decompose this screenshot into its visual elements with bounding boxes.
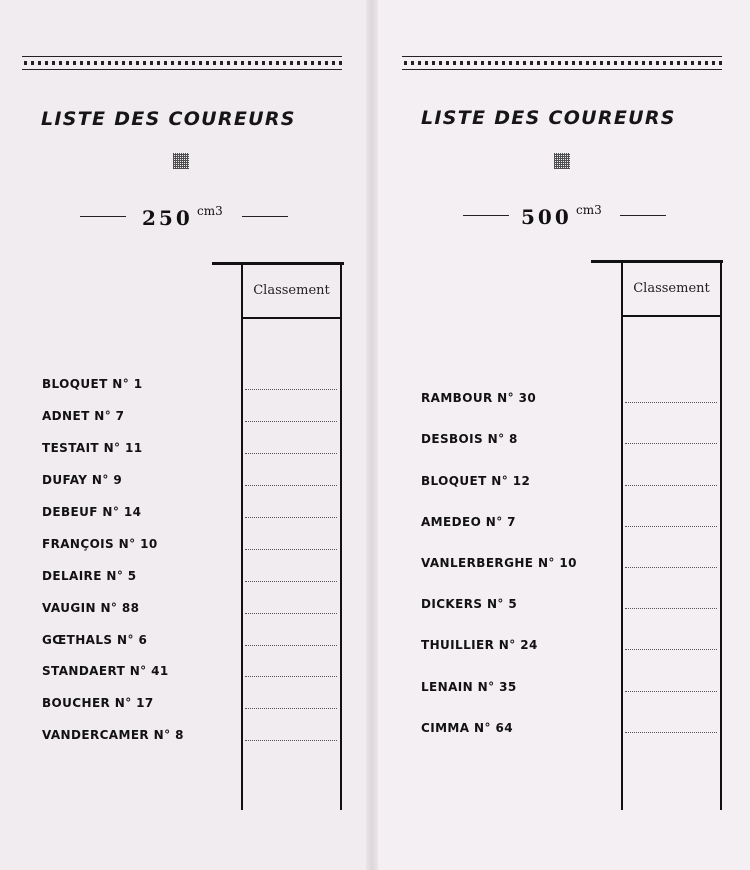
list-item: DICKERS N° 5 <box>421 597 518 611</box>
category-unit: cm3 <box>197 204 223 218</box>
list-item: BLOQUET N° 12 <box>421 474 531 488</box>
entry-line <box>625 691 717 692</box>
list-item: DESBOIS N° 8 <box>421 432 518 446</box>
column-left-rule <box>241 265 243 810</box>
entry-line <box>245 517 337 518</box>
category-value: 500 <box>521 205 572 229</box>
column-header-rule <box>623 315 720 317</box>
entry-line <box>625 485 717 486</box>
entry-line <box>625 649 717 650</box>
category-value: 250 <box>142 206 193 230</box>
list-item: VANLERBERGHE N° 10 <box>421 556 577 570</box>
entry-line <box>245 581 337 582</box>
list-item: FRANÇOIS N° 10 <box>42 537 158 551</box>
entry-line <box>245 421 337 422</box>
entry-line <box>245 676 337 677</box>
list-item: VANDERCAMER N° 8 <box>42 728 184 742</box>
entry-line <box>245 485 337 486</box>
column-header-classement: Classement <box>633 281 710 296</box>
list-item: DELAIRE N° 5 <box>42 569 137 583</box>
list-item: RAMBOUR N° 30 <box>421 391 537 405</box>
list-item: AMEDEO N° 7 <box>421 515 516 529</box>
entry-line <box>625 567 717 568</box>
category-unit: cm3 <box>576 203 602 217</box>
entry-line <box>245 549 337 550</box>
column-header-classement: Classement <box>253 283 330 298</box>
list-item: ADNET N° 7 <box>42 409 125 423</box>
top-border-ornament <box>402 56 722 70</box>
list-item: LENAIN N° 35 <box>421 680 517 694</box>
square-ornament-icon <box>554 153 570 169</box>
category-rule-left <box>463 215 509 216</box>
entry-line <box>625 608 717 609</box>
category-rule-left <box>80 216 126 217</box>
page-fold <box>366 0 378 870</box>
list-item: BOUCHER N° 17 <box>42 696 154 710</box>
column-left-rule <box>621 263 623 810</box>
category-rule-right <box>242 216 288 217</box>
list-item: BLOQUET N° 1 <box>42 377 143 391</box>
entry-line <box>625 402 717 403</box>
entry-line <box>245 740 337 741</box>
entry-line <box>625 732 717 733</box>
entry-line <box>245 389 337 390</box>
list-item: DUFAY N° 9 <box>42 473 123 487</box>
column-right-rule <box>340 265 342 810</box>
entry-line <box>245 453 337 454</box>
list-item: VAUGIN N° 88 <box>42 601 140 615</box>
list-item: TESTAIT N° 11 <box>42 441 143 455</box>
list-item: DEBEUF N° 14 <box>42 505 142 519</box>
page-title: LISTE DES COUREURS <box>41 108 296 130</box>
page-title: LISTE DES COUREURS <box>421 107 676 129</box>
entry-line <box>245 613 337 614</box>
table-top-rule <box>212 262 344 265</box>
entry-line <box>625 526 717 527</box>
entry-line <box>245 645 337 646</box>
top-border-ornament <box>22 56 342 70</box>
list-item: GŒTHALS N° 6 <box>42 633 148 647</box>
list-item: CIMMA N° 64 <box>421 721 513 735</box>
square-ornament-icon <box>173 153 189 169</box>
column-header-rule <box>243 317 340 319</box>
table-top-rule <box>591 260 723 263</box>
list-item: STANDAERT N° 41 <box>42 664 169 678</box>
column-right-rule <box>720 263 722 810</box>
list-item: THUILLIER N° 24 <box>421 638 538 652</box>
entry-line <box>245 708 337 709</box>
category-rule-right <box>620 215 666 216</box>
entry-line <box>625 443 717 444</box>
